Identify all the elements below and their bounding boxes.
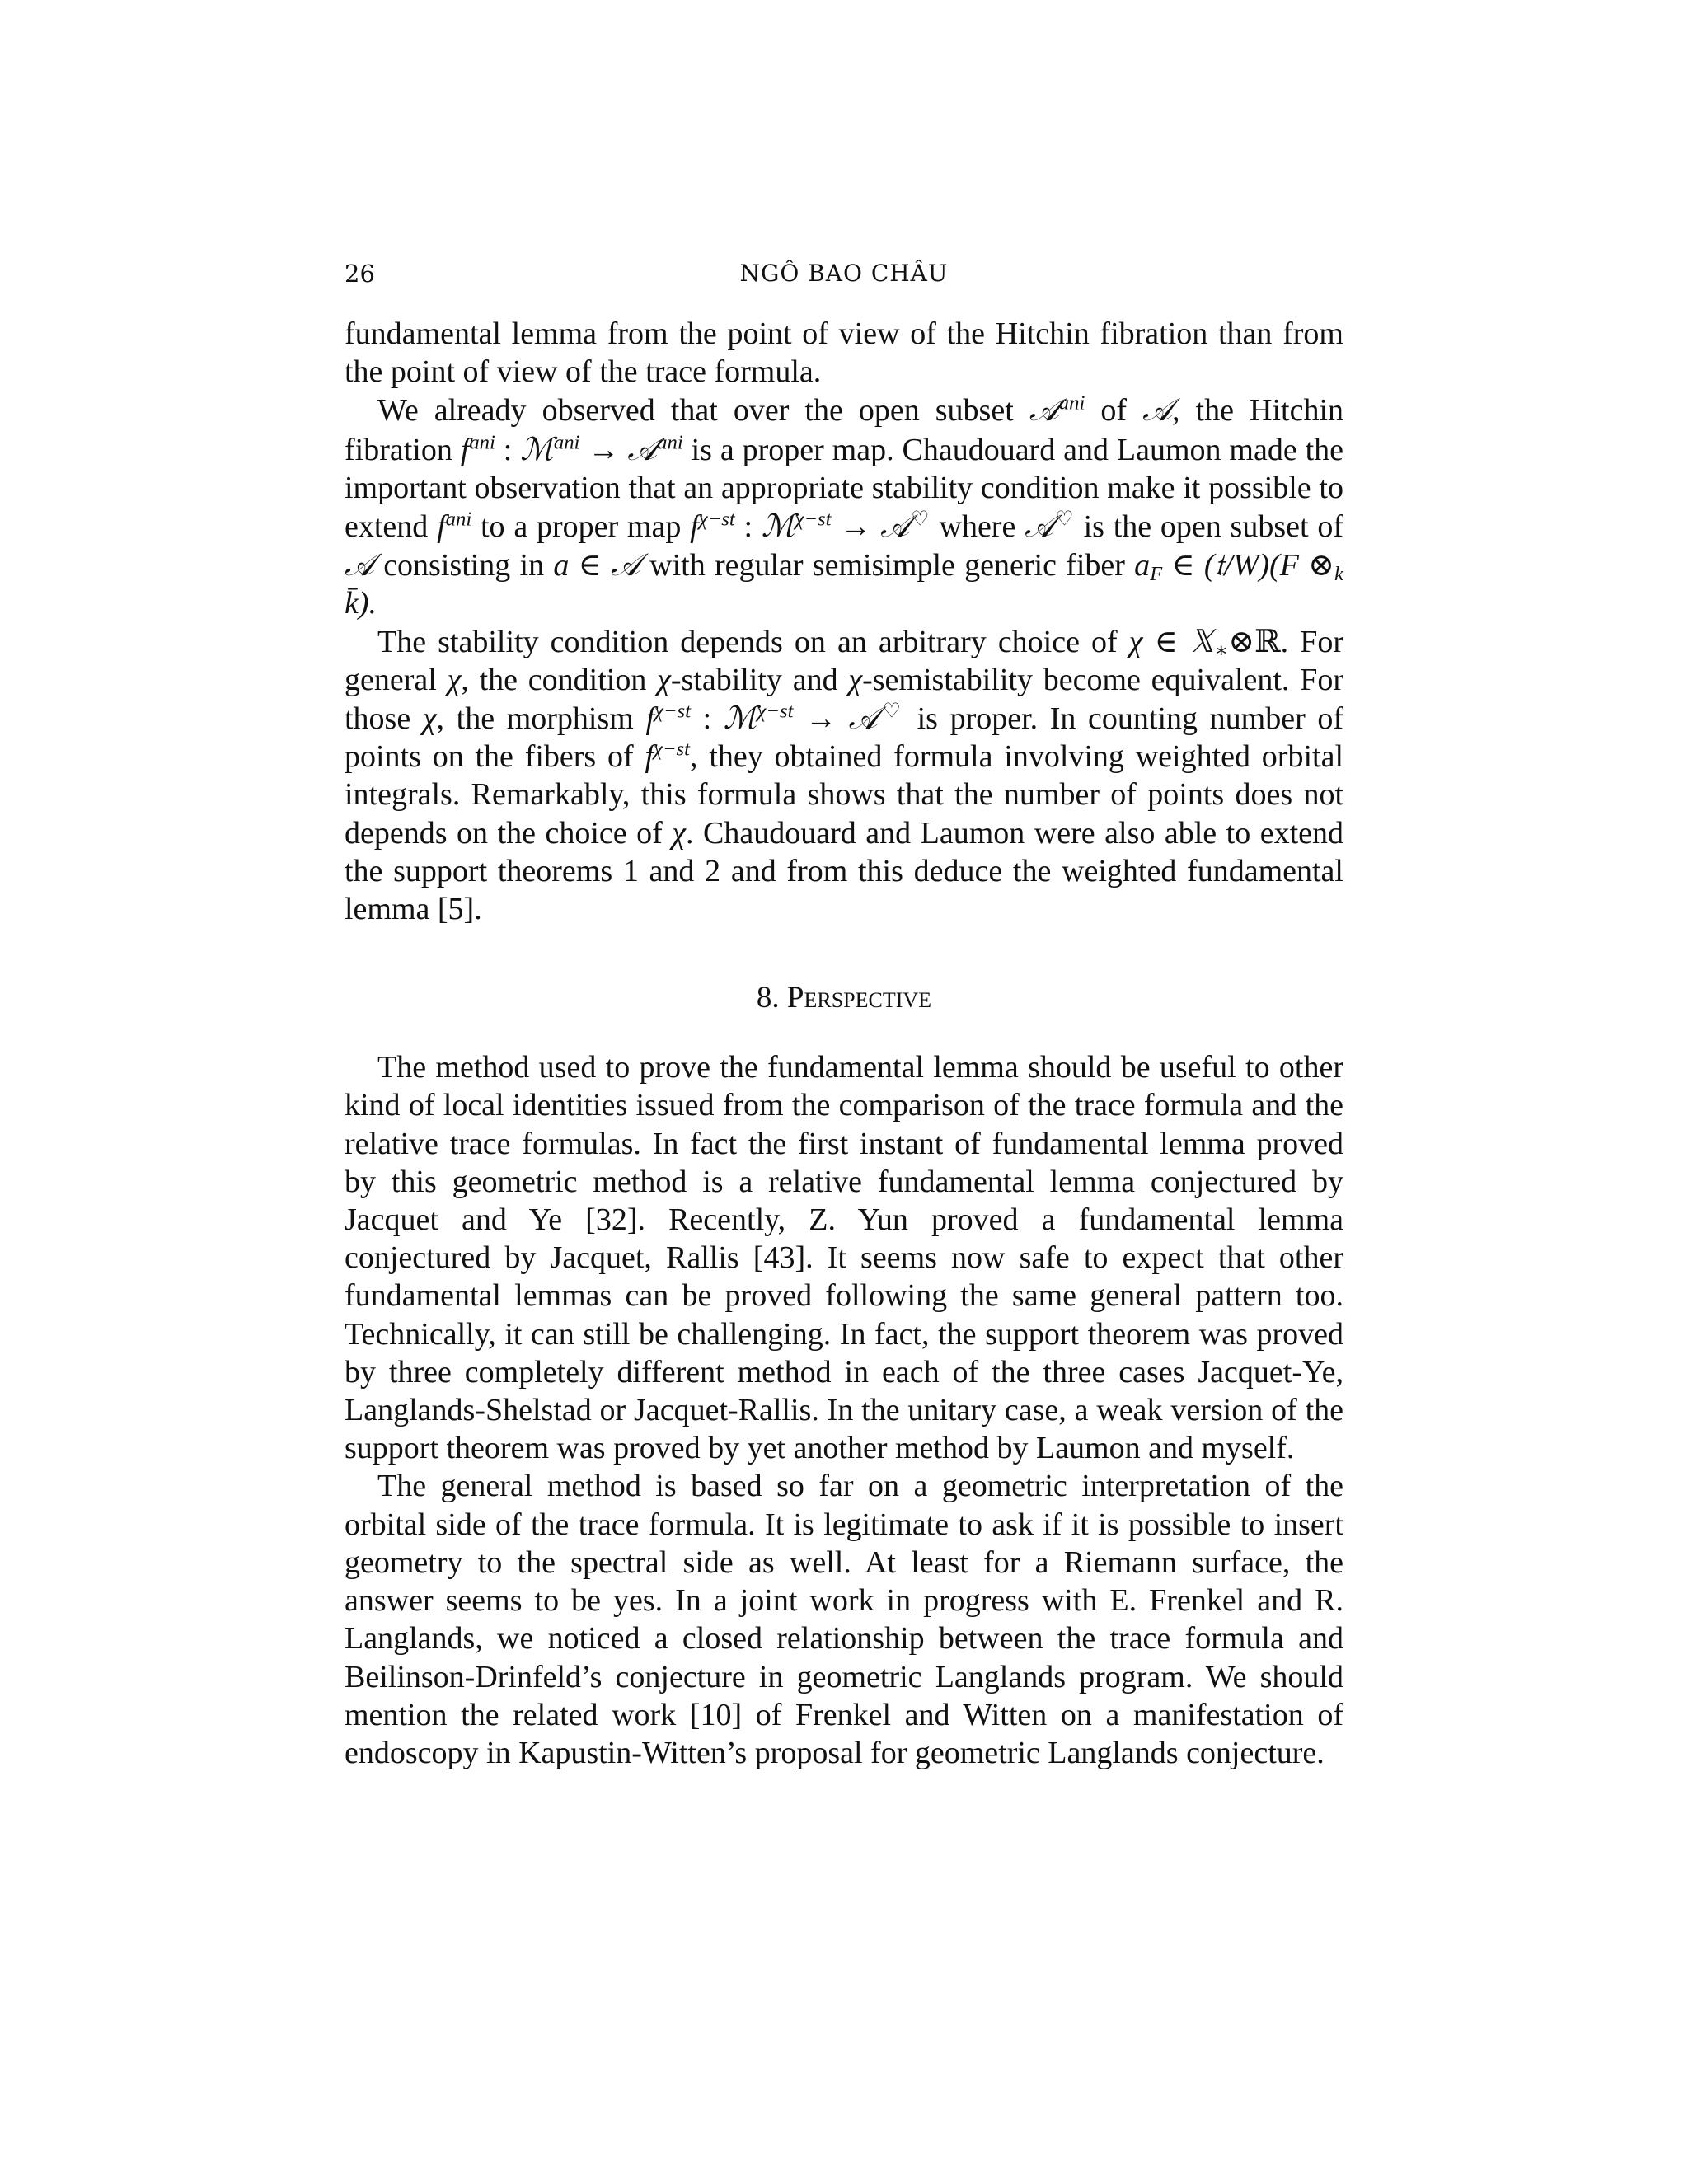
section-title: Perspective	[786, 981, 932, 1015]
paragraph-general-method: The general method is based so far on a geometric interpretation of the orbital side of the trace formula. It is legitimate to ask if it is possible to insert geometry to the spectral side as well. At least for a Riemann surface, the answer seems to be yes. In a joint work in progress with E. Frenkel and R. Langlands, we noticed a closed relationship between the trace formula and Beilinson-Drinfeld’s conjecture in geometric Langlands program. We should mention the related work [10] of Frenkel and Witten on a manifestation of endoscopy in Kapustin-Witten’s proposal for geometric Langlands conjecture.	[345, 1469, 1343, 1770]
page-number: 26	[345, 260, 375, 288]
running-head: NGÔ BAO CHÂU	[739, 260, 949, 287]
section-heading	[345, 979, 1343, 1017]
paragraph-hitchin-fibration: We already observed that over the open subset 𝒜$^{ani}$ of 𝒜, the Hitchin fibration $f^{ani}$ : ℳ$^{ani}$ → 𝒜$^{ani}$ is a proper map. Chaudouard and Laumon made the important observation that an appropriate stability condition make it possible to extend $f^{ani}$ to a proper map $f^{\chi-st}$ : ℳ$^{\chi-st}$ → 𝒜♡ where 𝒜♡ is the open subset of 𝒜 consisting in a ∈ 𝒜 with regular semisimple generic fiber $a_F$ ∈ (𝔱/W)(F $\otimes_k$ k̄).	[345, 391, 1344, 621]
paragraph-method: The method used to prove the fundamental lemma should be useful to other kind of local identities issued from the comparison of the trace formula and the relative trace formulas. In fact the first instant of fundamental lemma proved by this geometric method is a relative fundamental lemma conjectured by Jacquet and Ye [32]. Recently, Z. Yun proved a fundamental lemma conjectured by Jacquet, Rallis [43]. It seems now safe to expect that other fundamental lemmas can be proved following the same general pattern too. Technically, it can still be challenging. In fact, the support theorem was proved by three completely different method in each of the three cases Jacquet-Ye, Langlands-Shelstad or Jacquet-Rallis. In the unitary case, a weak version of the support theorem was proved by yet another method by Laumon and myself.	[345, 1050, 1343, 1466]
paragraph-stability-condition: The stability condition depends on an arbitrary choice of χ ∈ 𝕏$_∗$⊗ℝ. For general χ, the condition χ-stability and χ-semistability become equivalent. For those χ, the morphism $f^{\chi-st}$ : ℳ$^{\chi-st}$ → 𝒜♡ is proper. In counting number of points on the fibers of $f^{\chi-st}$, they obtained formula involving weighted orbital integrals. Remarkably, this formula shows that the number of points does not depends on the choice of χ. Chaudouard and Laumon were also able to extend the support theorems 1 and 2 and from this deduce the weighted fundamental lemma [5].	[345, 624, 1343, 927]
section-number: 8.	[756, 981, 780, 1015]
paragraph-continuation: fundamental lemma from the point of view of the Hitchin fibration than from the point of view of the trace formula.	[345, 316, 1343, 390]
body-column	[345, 315, 1343, 1772]
